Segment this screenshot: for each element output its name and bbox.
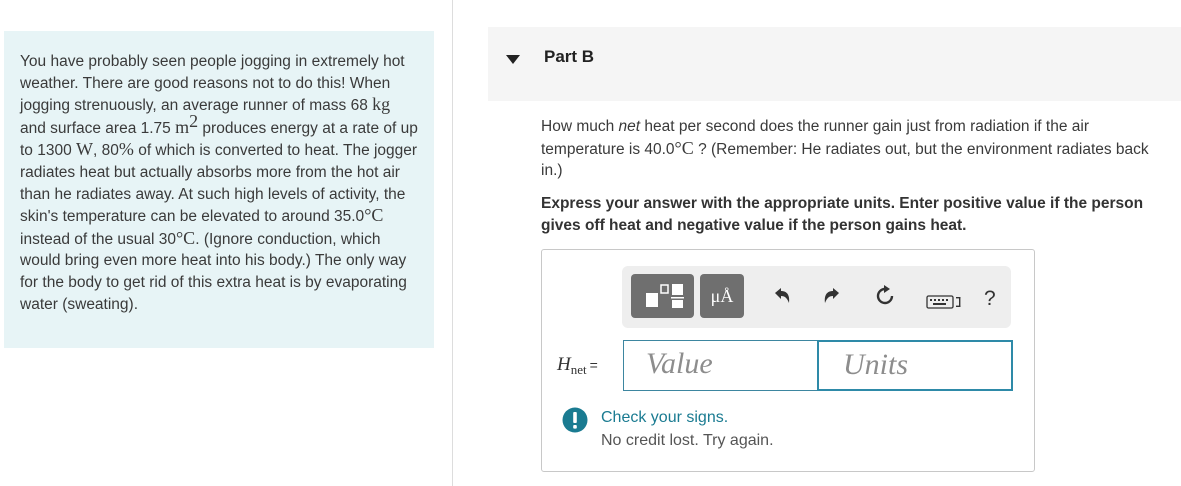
temperature-unit: °C [674, 137, 694, 158]
units-input[interactable]: Units [817, 340, 1013, 391]
answer-panel [541, 249, 1035, 472]
passage-text: of which is converted to heat. The jogger radiates heat but actually absorbs more from the hot air than he radiates away. At such high levels of activity, the skin's temperature can be elevated to around 35.0 [20, 142, 418, 226]
passage-text: , 80 [93, 142, 119, 160]
templates-icon [631, 274, 694, 318]
problem-passage [4, 31, 434, 348]
question-segment: ? (Remember: He radiates out, but the environment radiates back in.) [541, 140, 1149, 179]
passage-text: You have probably seen people jogging in extremely hot weather. There are good reasons not to do this! When jogging strenuously, an average runner of mass 68 [20, 53, 405, 115]
area-unit: m [175, 116, 190, 137]
power-unit: W [76, 139, 94, 160]
redo-icon[interactable] [821, 284, 845, 308]
help-icon[interactable]: ? [984, 287, 996, 310]
feedback-title[interactable]: Check your signs. [601, 409, 729, 426]
passage-text: produces energy at a rate of up to 1300 [20, 119, 418, 160]
templates-button[interactable] [631, 274, 694, 318]
question-segment: heat per second does the runner gain just from radiation if the air temperature is 40.0 [541, 118, 1089, 158]
question-segment: How much [541, 118, 619, 135]
variable-symbol: H [557, 354, 571, 375]
part-title: Part B [544, 47, 595, 66]
percent-sign: % [118, 139, 134, 160]
math-toolbar [622, 266, 1011, 328]
question-text [541, 116, 1171, 182]
keyboard-icon[interactable] [926, 294, 964, 310]
units-icon: μÅ [710, 286, 734, 306]
question-emphasis: net [618, 118, 641, 135]
collapse-triangle-icon[interactable] [505, 53, 521, 65]
value-input[interactable]: Value [623, 340, 818, 391]
area-exponent: 2 [189, 110, 199, 131]
answer-variable-label [557, 354, 598, 376]
part-header[interactable] [488, 27, 1181, 101]
passage-text: instead of the usual 30 [20, 230, 176, 248]
alert-icon [562, 407, 588, 433]
passage-text: and surface area 1.75 [20, 119, 176, 137]
temperature-unit: °C [364, 205, 384, 226]
reset-icon[interactable] [873, 284, 897, 308]
variable-subscript: net [570, 362, 587, 377]
mass-unit: kg [372, 94, 391, 115]
feedback-detail: No credit lost. Try again. [601, 432, 774, 449]
undo-icon[interactable] [769, 284, 793, 308]
equals-sign: = [589, 357, 598, 373]
answer-instruction: Express your answer with the appropriate units. Enter positive value if the person gives off heat and negative value if the person gains heat. [541, 195, 1144, 234]
column-divider [452, 0, 453, 486]
units-button[interactable] [700, 274, 744, 318]
passage-text: . (Ignore conduction, which would bring even more heat into his body.) The only way for the body to get rid of this extra heat is by evaporating water (sweating). [20, 230, 407, 313]
temperature-unit: °C [175, 227, 196, 248]
